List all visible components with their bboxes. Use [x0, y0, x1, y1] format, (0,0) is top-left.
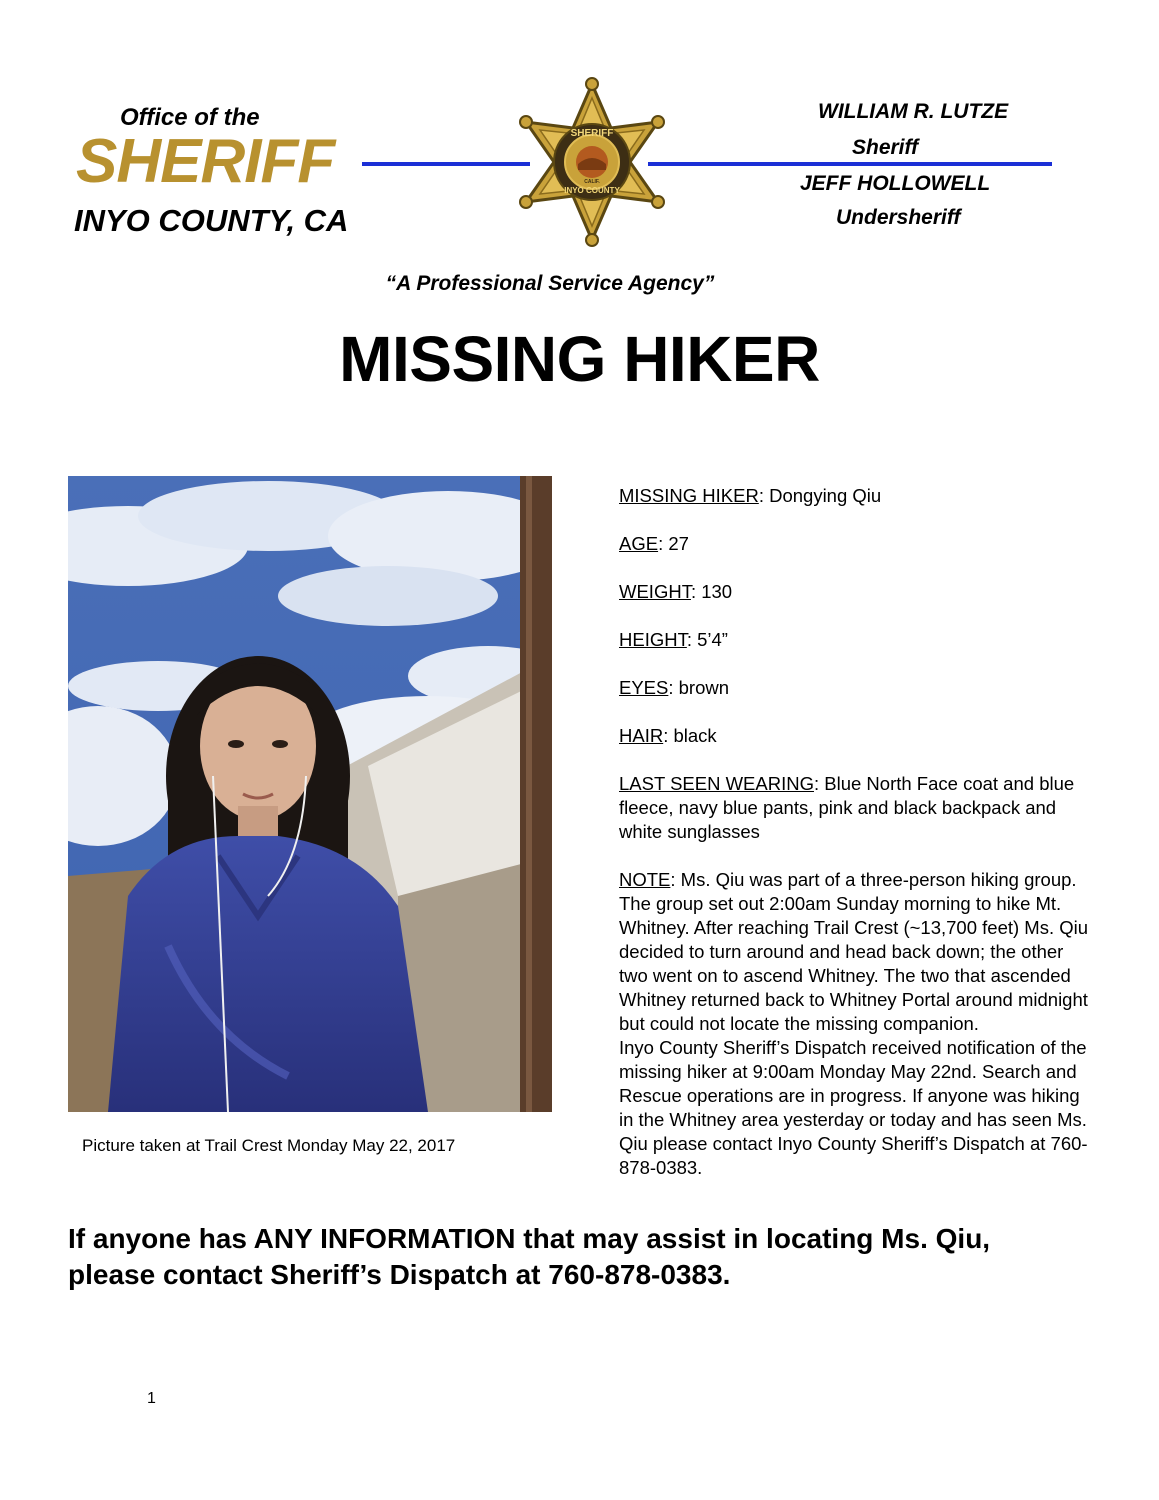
height-field [619, 628, 728, 652]
office-line: Office of the [120, 104, 260, 131]
eyes-label: EYES [619, 677, 669, 698]
last-seen-wearing-field [619, 772, 1094, 844]
hair-label: HAIR [619, 725, 664, 746]
header-rule-right [648, 162, 1052, 166]
contact-appeal-line-1: If anyone has ANY INFORMATION that may assist in locating Ms. Qiu, [68, 1223, 991, 1254]
undersheriff-name: JEFF HOLLOWELL [800, 172, 991, 195]
note-label: NOTE [619, 869, 671, 890]
badge-bottom-text: INYO COUNTY [564, 186, 620, 195]
note-field [619, 868, 1094, 1180]
note-value-2: Inyo County Sheriff’s Dispatch received notification of the missing hiker at 9:00am Monday May 22nd. Search and Rescue operations are in progress. If anyone was hiking in the Whitney area yesterday or today and has seen Ms. Qiu please contact Inyo County Sheriff’s Dispatch at 760-878-0383. [619, 1037, 1088, 1178]
hair-value: : black [663, 725, 717, 746]
badge-top-text: SHERIFF [570, 128, 614, 139]
age-label: AGE [619, 533, 659, 554]
hiker-photo [68, 476, 552, 1112]
name-field [619, 484, 881, 508]
height-label: HEIGHT [619, 629, 687, 650]
county-line: INYO COUNTY, CA [74, 203, 349, 238]
weight-field [619, 580, 732, 604]
note-value: : Ms. Qiu was part of a three-person hiking group. The group set out 2:00am Sunday morning to hike Mt. Whitney. After reaching Trail Crest (~13,700 feet) Ms. Qiu decided to turn around and head back down; the other two went on to ascend Whitney. The two that ascended Whitney returned back to Whitney Portal around midnight but could not locate the missing companion. [619, 869, 1089, 1034]
sheriff-star-badge-icon [512, 76, 672, 248]
page-number: 1 [147, 1390, 156, 1407]
agency-tagline: “A Professional Service Agency” [385, 272, 715, 295]
eyes-field [619, 676, 729, 700]
photo-image [68, 476, 552, 1112]
contact-appeal [68, 1221, 1108, 1293]
weight-label: WEIGHT [619, 581, 691, 602]
wearing-label: LAST SEEN WEARING [619, 773, 814, 794]
header-rule-left [362, 162, 530, 166]
badge-state-text: CALIF. [584, 179, 600, 185]
wearing-value: : Blue North Face coat and blue fleece, navy blue pants, pink and black backpack and white sunglasses [619, 773, 1075, 842]
age-field [619, 532, 689, 556]
sheriff-wordmark: SHERIFF [76, 127, 335, 196]
eyes-value: : brown [668, 677, 730, 698]
name-label: MISSING HIKER [619, 485, 759, 506]
height-value: : 5’4” [686, 629, 728, 650]
sheriff-name: WILLIAM R. LUTZE [818, 100, 1009, 123]
contact-appeal-line-2: please contact Sheriff’s Dispatch at 760-878-0383. [68, 1259, 731, 1290]
page-title: MISSING HIKER [339, 323, 820, 395]
weight-value: : 130 [690, 581, 733, 602]
sheriff-title: Sheriff [852, 136, 919, 159]
age-value: : 27 [658, 533, 689, 554]
undersheriff-title: Undersheriff [836, 206, 961, 229]
photo-caption: Picture taken at Trail Crest Monday May 22, 2017 [82, 1136, 456, 1155]
name-value: : Dongying Qiu [758, 485, 882, 506]
hair-field [619, 724, 717, 748]
